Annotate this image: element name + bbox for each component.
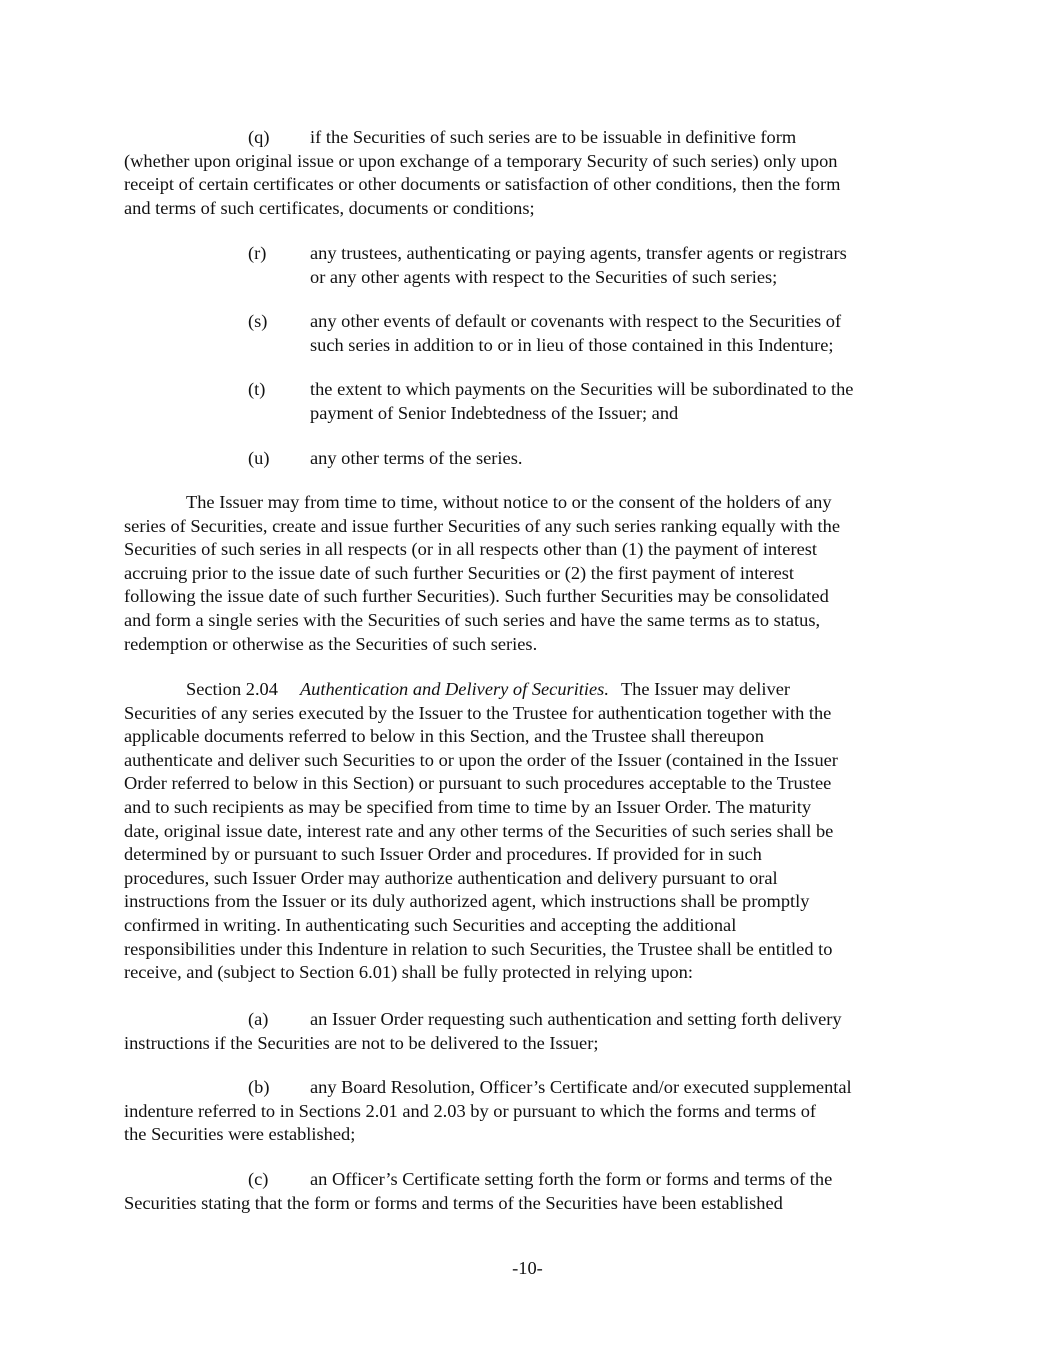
clause-t-line: the extent to which payments on the Securities will be subordinated to the	[310, 379, 854, 399]
clause-s-line: any other events of default or covenants with respect to the Securities of	[310, 311, 842, 331]
section-line: responsibilities under this Indenture in relation to such Securities, the Trustee shall be entitled to	[124, 938, 833, 959]
clause-b-line: the Securities were established;	[124, 1124, 356, 1145]
clause-r-label: (r)	[248, 243, 267, 263]
section-line: Securities of any series executed by the Issuer to the Trustee for authentication together with the	[124, 702, 832, 723]
paragraph-line: following the issue date of such further Securities). Such further Securities may be consolidated	[124, 586, 829, 607]
paragraph-line: Securities of such series in all respects (or in all respects other than (1) the payment of interest	[124, 539, 817, 560]
paragraph-first-text: The Issuer may from time to time, without notice to or the consent of the holders of any	[186, 492, 832, 512]
section-first-text: The Issuer may deliver	[620, 679, 790, 699]
section-line: confirmed in writing. In authenticating such Securities and accepting the additional	[124, 914, 737, 935]
clause-q-line: receipt of certain certificates or other documents or satisfaction of other conditions, then the form	[124, 174, 841, 195]
clause-c	[124, 1168, 944, 1215]
clause-q-line: (whether upon original issue or upon exchange of a temporary Security of such series) only upon	[124, 150, 838, 171]
paragraph-line	[124, 491, 944, 515]
clause-c-first-text: an Officer’s Certificate setting forth the form or forms and terms of the	[310, 1169, 833, 1189]
section-line: authenticate and deliver such Securities to or upon the order of the Issuer (contained in the Issuer	[124, 749, 838, 770]
section-line: and to such recipients as may be specified from time to time by an Issuer Order. The maturity	[124, 796, 812, 817]
section-line: Order referred to below in this Section) or pursuant to such procedures acceptable to the Trustee	[124, 773, 832, 794]
clause-a-line: instructions if the Securities are not to be delivered to the Issuer;	[124, 1032, 599, 1053]
further-securities-paragraph	[124, 491, 944, 656]
clause-q	[124, 126, 944, 220]
clause-t-line: payment of Senior Indebtedness of the Issuer; and	[310, 402, 679, 423]
clause-a-first-line	[124, 1008, 944, 1032]
section-line: date, original issue date, interest rate and any other terms of the Securities of such series shall be	[124, 820, 834, 841]
section-line: instructions from the Issuer or its duly authorized agent, which instructions shall be promptly	[124, 891, 810, 912]
clause-c-label: (c)	[248, 1169, 269, 1189]
paragraph-line: redemption or otherwise as the Securities of such series.	[124, 633, 538, 654]
clause-a	[124, 1008, 944, 1055]
section-line: procedures, such Issuer Order may authorize authentication and delivery pursuant to oral	[124, 867, 778, 888]
section-heading-line	[124, 678, 944, 702]
clause-s-line: such series in addition to or in lieu of those contained in this Indenture;	[310, 334, 834, 355]
clause-q-line: and terms of such certificates, documents or conditions;	[124, 197, 535, 218]
section-line: applicable documents referred to below in this Section, and the Trustee shall thereupon	[124, 726, 764, 747]
clause-q-first-text: if the Securities of such series are to be issuable in definitive form	[310, 127, 797, 147]
clause-b-first-text: any Board Resolution, Officer’s Certificate and/or executed supplemental	[310, 1077, 852, 1097]
clause-c-first-line	[124, 1168, 944, 1192]
section-heading: Authentication and Delivery of Securities.	[299, 679, 609, 699]
clause-s-label: (s)	[248, 311, 268, 331]
clause-a-first-text: an Issuer Order requesting such authentication and setting forth delivery	[310, 1009, 842, 1029]
paragraph-line: and form a single series with the Securities of such series and have the same terms as to status,	[124, 609, 821, 630]
clause-b-line: indenture referred to in Sections 2.01 and 2.03 by or pursuant to which the forms and terms of	[124, 1100, 817, 1121]
clause-b-first-line	[124, 1076, 944, 1100]
clause-r-line: any trustees, authenticating or paying agents, transfer agents or registrars	[310, 243, 847, 263]
clause-b	[124, 1076, 944, 1147]
section-line: determined by or pursuant to such Issuer Order and procedures. If provided for in such	[124, 844, 762, 865]
paragraph-line: series of Securities, create and issue further Securities of any such series ranking equally with the	[124, 515, 840, 536]
clause-q-first-line	[124, 126, 944, 150]
clause-u-label: (u)	[248, 448, 270, 468]
clause-q-label: (q)	[248, 127, 270, 147]
clause-r-line: or any other agents with respect to the Securities of such series;	[310, 266, 778, 287]
section-number: Section 2.04	[186, 679, 278, 699]
clause-t-label: (t)	[248, 379, 266, 399]
section-line: receive, and (subject to Section 6.01) shall be fully protected in relying upon:	[124, 962, 693, 983]
page-number: -10-	[512, 1258, 543, 1278]
section-2-04	[124, 678, 944, 985]
clause-b-label: (b)	[248, 1077, 270, 1097]
paragraph-line: accruing prior to the issue date of such further Securities or (2) the first payment of interest	[124, 562, 795, 583]
clause-u-line: any other terms of the series.	[310, 448, 523, 468]
clause-c-line: Securities stating that the form or forms and terms of the Securities have been established	[124, 1192, 783, 1213]
clause-a-label: (a)	[248, 1009, 269, 1029]
